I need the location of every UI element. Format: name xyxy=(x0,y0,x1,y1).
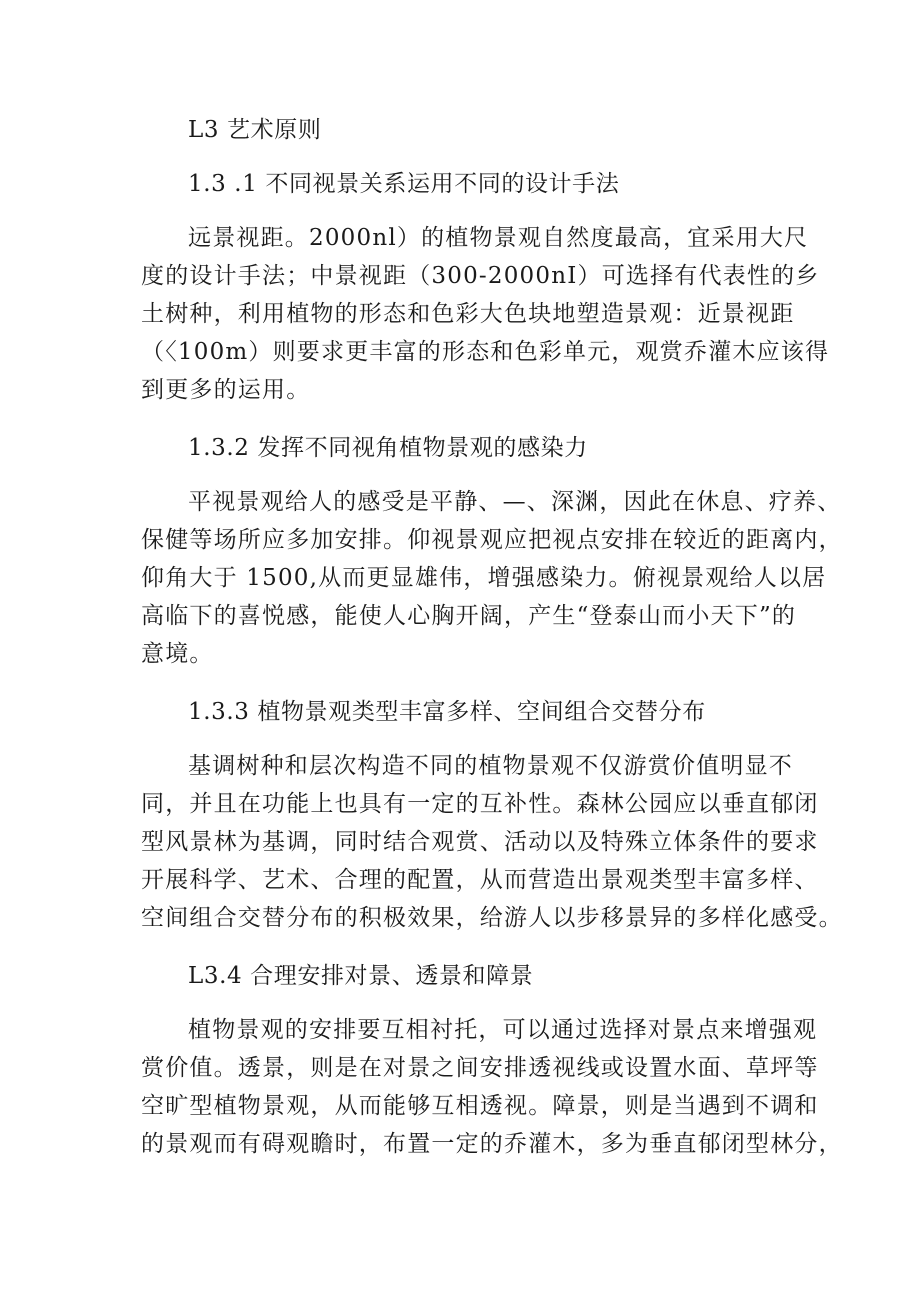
subsection-heading-1-3-4: L3.4 合理安排对景、透景和障景 xyxy=(188,963,534,989)
paragraph-line: 高临下的喜悦感，能使人心胸开阔，产生“登泰山而小天下”的 xyxy=(141,603,797,629)
paragraph-line: 同，并且在功能上也具有一定的互补性。森林公园应以垂直郁闭 xyxy=(141,791,819,817)
paragraph-line: 保健等场所应多加安排。仰视景观应把视点安排在较近的距离内， xyxy=(141,527,843,553)
subsection-heading-1-3-3: 1.3.3 植物景观类型丰富多样、空间组合交替分布 xyxy=(188,699,706,725)
paragraph-line: 远景视距。2000nl）的植物景观自然度最高，宜采用大尺 xyxy=(188,225,809,251)
subsection-heading-1-3-2: 1.3.2 发挥不同视角植物景观的感染力 xyxy=(188,435,588,461)
paragraph-line: 空旷型植物景观，从而能够互相透视。障景，则是当遇到不调和 xyxy=(141,1093,819,1119)
paragraph-line: 赏价值。透景，则是在对景之间安排透视线或设置水面、草坪等 xyxy=(141,1055,819,1081)
paragraph-line: 平视景观给人的感受是平静、—、深渊，因此在休息、疗养、 xyxy=(188,489,842,515)
paragraph-line: 的景观而有碍观瞻时，布置一定的乔灌木，多为垂直郁闭型林分， xyxy=(141,1131,843,1157)
paragraph-line: 植物景观的安排要互相衬托，可以通过选择对景点来增强观 xyxy=(188,1017,818,1043)
paragraph-line: 仰角大于 1500,从而更显雄伟，增强感染力。俯视景观给人以居 xyxy=(141,565,827,591)
paragraph-line: 基调树种和层次构造不同的植物景观不仅游赏价值明显不 xyxy=(188,753,793,779)
paragraph-line: 到更多的运用。 xyxy=(141,377,311,403)
paragraph-line: （〈100m）则要求更丰富的形态和色彩单元，观赏乔灌木应该得 xyxy=(141,339,830,365)
paragraph-line: 意境。 xyxy=(141,641,214,667)
paragraph-line: 开展科学、艺术、合理的配置，从而营造出景观类型丰富多样、 xyxy=(141,867,819,893)
subsection-heading-1-3-1: 1.3 .1 不同视景关系运用不同的设计手法 xyxy=(188,171,620,197)
paragraph-line: 土树种，利用植物的形态和色彩大色块地塑造景观：近景视距 xyxy=(141,301,795,327)
section-heading-art-principles: L3 艺术原则 xyxy=(188,117,322,143)
paragraph-line: 空间组合交替分布的积极效果，给游人以步移景异的多样化感受。 xyxy=(141,905,843,931)
paragraph-line: 度的设计手法；中景视距（300-2000nI）可选择有代表性的乡 xyxy=(141,263,820,289)
paragraph-line: 型风景林为基调，同时结合观赏、活动以及特殊立体条件的要求 xyxy=(141,829,819,855)
